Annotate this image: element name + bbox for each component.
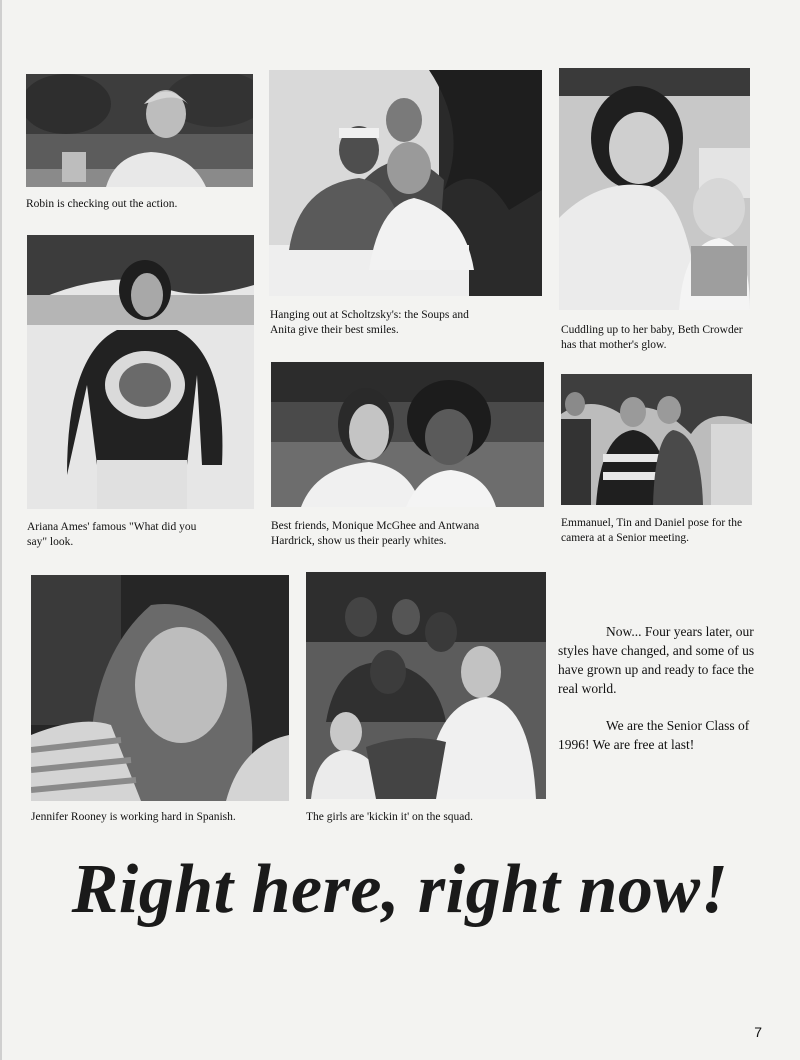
photo-robin [26,74,253,187]
photo-beth [559,68,750,310]
photo-monique [271,362,544,507]
photo-jennifer [31,575,289,801]
caption-scholtzsky: Hanging out at Scholtzsky's: the Soups and Anita give their best smiles. [270,309,469,336]
closing-paragraph-1: Now... Four years later, our styles have changed, and some of us have grown up and ready to face the real world. [558,624,755,696]
page-number: 7 [754,1024,762,1040]
photo-scholtzsky [269,70,542,296]
caption-ariana: Ariana Ames' famous "What did you say" look. [27,521,197,548]
photo-ariana [27,235,254,509]
page-headline: Right here, right now! [71,851,729,928]
caption-emmanuel: Emmanuel, Tin and Daniel pose for the camera at a Senior meeting. [561,517,743,544]
caption-beth: Cuddling up to her baby, Beth Crowder has that mother's glow. [561,324,743,351]
photo-girls [306,572,546,799]
caption-girls: The girls are 'kickin it' on the squad. [306,811,474,823]
photo-emmanuel [561,374,752,505]
caption-monique: Best friends, Monique McGhee and Antwana Hardrick, show us their pearly whites. [271,520,480,547]
closing-paragraph-2: We are the Senior Class of 1996! We are free at last! [558,718,750,752]
caption-jennifer: Jennifer Rooney is working hard in Spanish. [31,811,236,823]
caption-robin: Robin is checking out the action. [26,198,178,210]
closing-text [558,622,773,772]
